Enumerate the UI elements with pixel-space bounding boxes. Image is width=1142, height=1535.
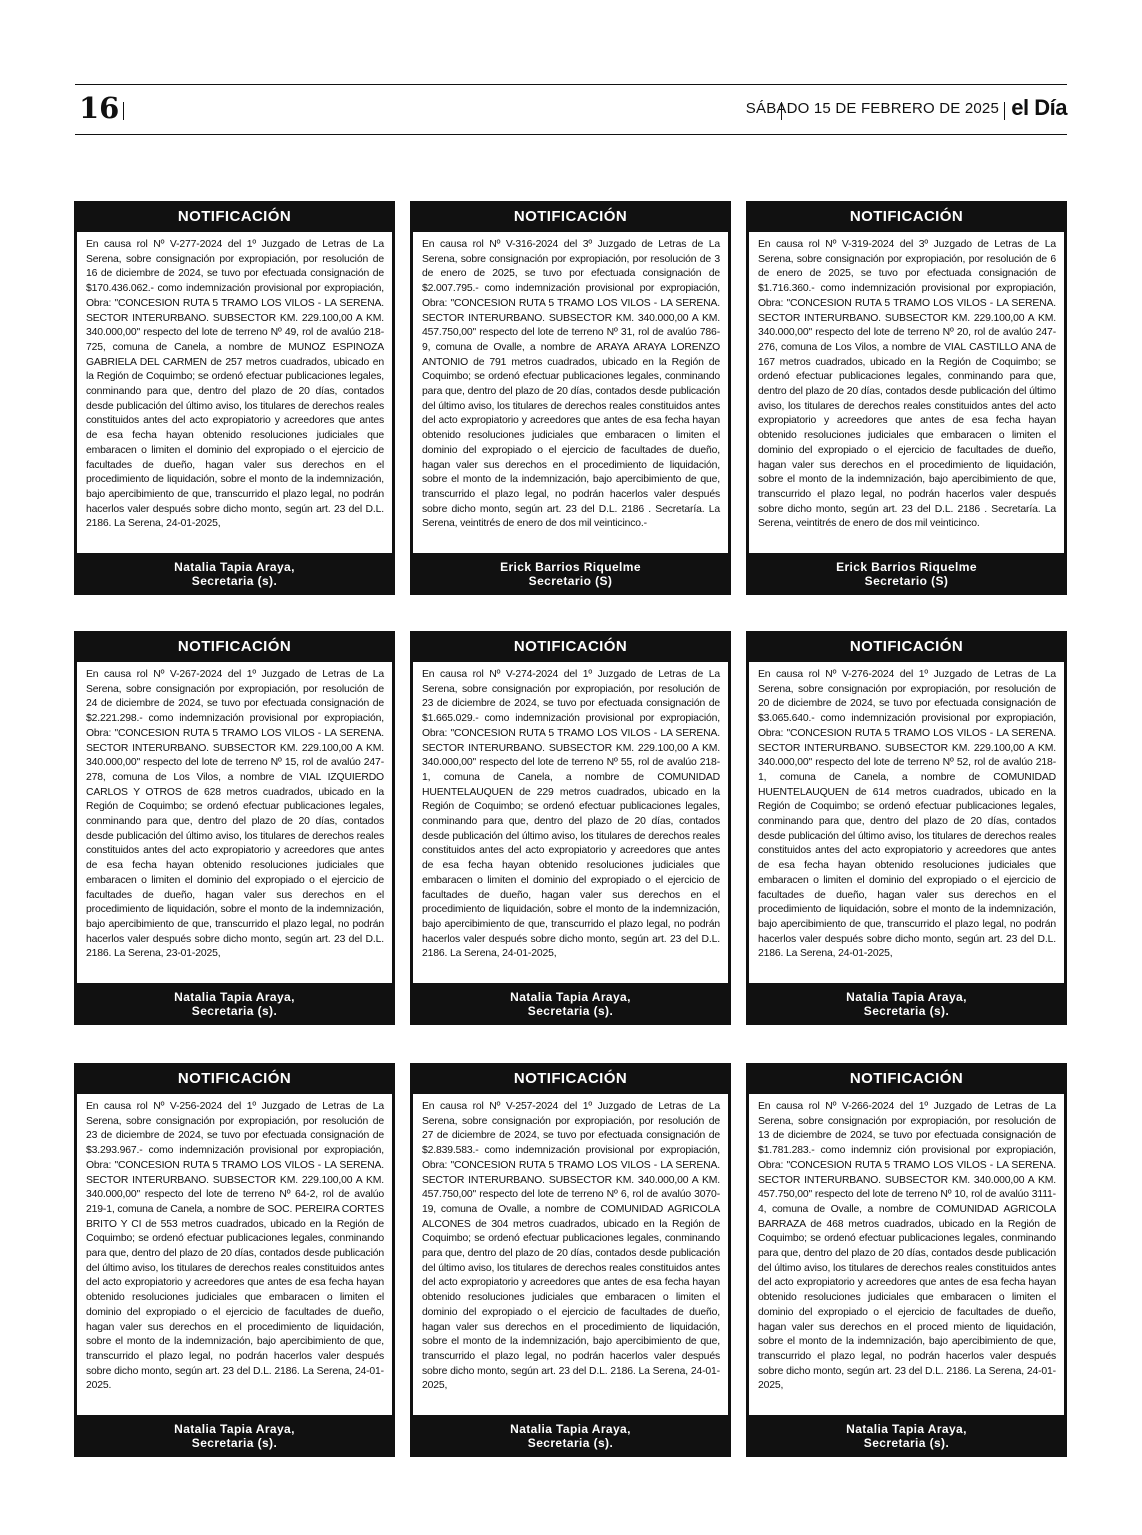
notice-title: NOTIFICACIÓN (513, 208, 628, 225)
notice-box (410, 1063, 731, 1457)
notice-signature (74, 553, 395, 595)
notice-body (77, 662, 392, 983)
notice-signature (410, 553, 731, 595)
notice-signature (746, 1415, 1067, 1457)
notice-signature (74, 983, 395, 1025)
signer-name: Natalia Tapia Araya, (174, 560, 295, 574)
notice-title: NOTIFICACIÓN (849, 208, 964, 225)
notice-text: En causa rol Nº V-274-2024 del 1º Juzgado de Letras de La Serena, sobre consignación por expropiación, por resolución de 23 de diciembre de 2024, se tuvo por efectuada consignación de $1.665.029.- como indemnización provisional por expropiación, Obra: "CONCESION RUTA 5 TRAMO LOS VILOS - LA SERENA. SECTOR INTERURBANO. SUBSECTOR KM. 229.100,00 A KM. 340.000,00" respecto del lote de terreno Nº 55, rol de avalúo 218-1, comuna de Canela, a nombre de COMUNIDAD HUENTELAUQUEN de 229 metros cuadrados, ubicado en la Región de Coquimbo; se ordenó efectuar publicaciones legales, conminando para que, dentro del plazo de 20 días, contados desde publicación del último aviso, los titulares de derechos reales constituidos antes del acto expropiatorio y acreedores que antes de esa fecha hayan obtenido resoluciones judiciales que embaracen o limiten el dominio del expropiado o el ejercicio de facultades de dueño, hagan valer sus derechos en el procedimiento de liquidación, sobre el monto de la indemnización, bajo apercibimiento de que, transcurrido el plazo legal, no podrán hacerlos valer después sobre dicho monto, según art. 23 del D.L. 2186. La Serena, 24-01-2025, (422, 669, 720, 960)
header-divider (123, 102, 124, 120)
signer-name: Erick Barrios Riquelme (500, 560, 641, 574)
notice-title: NOTIFICACIÓN (177, 208, 292, 225)
notice-title: NOTIFICACIÓN (513, 1070, 628, 1087)
signer-role: Secretario (S) (528, 574, 613, 588)
header-date: SÁBADO 15 DE FEBRERO DE 2025 (745, 100, 999, 117)
notice-signature (410, 1415, 731, 1457)
notice-text: En causa rol Nº V-257-2024 del 1º Juzgado de Letras de La Serena, sobre consignación por expropiación, por resolución de 27 de diciembre de 2024, se tuvo por efectuada consignación de $2.839.583.- como indemnización provisional por expropiación, Obra: "CONCESION RUTA 5 TRAMO LOS VILOS - LA SERENA. SECTOR INTERURBANO. SUBSECTOR KM. 340.000,00 A KM. 457.750,00" respecto del lote de terreno Nº 6, rol de avalúo 3070-19, comuna de Ovalle, a nombre de COMUNIDAD AGRICOLA ALCONES de 304 metros cuadrados, ubicado en la Región de Coquimbo; se ordenó efectuar publicaciones legales, conminando para que, dentro del plazo de 20 días, contados desde publicación del último aviso, los titulares de derechos reales constituidos antes del acto expropiatorio y acreedores que antes de esa fecha hayan obtenido resoluciones judiciales que embaracen o limiten el dominio del expropiado o el ejercicio de facultades de dueño, hagan valer sus derechos en el procedimiento de liquidación, sobre el monto de la indemnización, bajo apercibimiento de que, transcurrido el plazo legal, no podrán hacerlos valer después sobre dicho monto, según art. 23 del D.L. 2186. La Serena, 24-01-2025, (422, 1101, 720, 1392)
signer-role: Secretaria (s). (863, 1436, 950, 1450)
signer-role: Secretaria (s). (191, 574, 278, 588)
signer-role: Secretaria (s). (191, 1436, 278, 1450)
signer-name: Natalia Tapia Araya, (510, 1422, 631, 1436)
signer-role: Secretario (S) (864, 574, 949, 588)
signer-name: Natalia Tapia Araya, (846, 990, 967, 1004)
notice-text: En causa rol Nº V-276-2024 del 1º Juzgado de Letras de La Serena, sobre consignación por expropiación, por resolución de 20 de diciembre de 2024, se tuvo por efectuada consignación de $3.065.640.- como indemnización provisional por expropiación, Obra: "CONCESION RUTA 5 TRAMO LOS VILOS - LA SERENA. SECTOR INTERURBANO. SUBSECTOR KM. 229.100,00 A KM. 340.000,00" respecto del lote de terreno Nº 52, rol de avalúo 218-1, comuna de Canela, a nombre de COMUNIDAD HUENTELAUQUEN de 614 metros cuadrados, ubicado en la Región de Coquimbo; se ordenó efectuar publicaciones legales, conminando para que, dentro del plazo de 20 días, contados desde publicación del último aviso, los titulares de derechos reales constituidos antes del acto expropiatorio y acreedores que antes de esa fecha hayan obtenido resoluciones judiciales que embaracen o limiten el dominio del expropiado o el ejercicio de facultades de dueño, hagan valer sus derechos en el procedimiento de liquidación, sobre el monto de la indemnización, bajo apercibimiento de que, transcurrido el plazo legal, no podrán hacerlos valer después sobre dicho monto, según art. 23 del D.L. 2186. La Serena, 24-01-2025, (758, 669, 1056, 960)
signer-name: Natalia Tapia Araya, (510, 990, 631, 1004)
notice-box (746, 201, 1067, 595)
signer-name: Natalia Tapia Araya, (174, 1422, 295, 1436)
notice-title: NOTIFICACIÓN (849, 638, 964, 655)
signer-role: Secretaria (s). (191, 1004, 278, 1018)
notice-text: En causa rol Nº V-277-2024 del 1º Juzgado de Letras de La Serena, sobre consignación por expropiación, por resolución de 16 de diciembre de 2024, se tuvo por efectuada consignación de $170.436.062.- como indemnización provisional por expropiación, Obra: "CONCESION RUTA 5 TRAMO LOS VILOS - LA SERENA. SECTOR INTERURBANO. SUBSECTOR KM. 229.100,00 A KM. 340.000,00" respecto del lote de terreno Nº 49, rol de avalúo 218-725, comuna de Canela, a nombre de MUNOZ ESPINOZA GABRIELA DEL CARMEN de 257 metros cuadrados, ubicado en la Región de Coquimbo; se ordenó efectuar publicaciones legales, conminando para que, dentro del plazo de 20 días, contados desde publicación del último aviso, los titulares de derechos reales constituidos antes del acto expropiatorio y acreedores que antes de esa fecha hayan obtenido resoluciones judiciales que embaracen o limiten el dominio del expropiado o el ejercicio de facultades de dueño, hagan valer sus derechos en el procedimiento de liquidación, sobre el monto de la indemnización, bajo apercibimiento de que, transcurrido el plazo legal, no podrán hacerlos valer después sobre dicho monto, según art. 23 del D.L. 2186. La Serena, 24-01-2025, (86, 239, 384, 530)
notice-title: NOTIFICACIÓN (177, 638, 292, 655)
notice-text: En causa rol Nº V-256-2024 del 1º Juzgado de Letras de La Serena, sobre consignación por expropiación, por resolución de 23 de diciembre de 2024, se tuvo por efectuada consignación de $3.293.967.- como indemnización provisional por expropiación, Obra: "CONCESION RUTA 5 TRAMO LOS VILOS - LA SERENA. SECTOR INTERURBANO. SUBSECTOR KM. 229.100,00 A KM. 340.000,00" respecto del lote de terreno Nº 64-2, rol de avalúo 219-1, comuna de Canela, a nombre de SOC. PEREIRA CORTES BRITO Y CI de 553 metros cuadrados, ubicado en la Región de Coquimbo; se ordenó efectuar publicaciones legales, conminando para que, dentro del plazo de 20 días, contados desde publicación del último aviso, los titulares de derechos reales constituidos antes del acto expropiatorio y acreedores que antes de esa fecha hayan obtenido resoluciones judiciales que embaracen o limiten el dominio del expropiado o el ejercicio de facultades de dueño, hagan valer sus derechos en el procedimiento de liquidación, sobre el monto de la indemnización, bajo apercibimiento de que, transcurrido el plazo legal, no podrán hacerlos valer después sobre dicho monto, según art. 23 del D.L. 2186. La Serena, 24-01-2025. (86, 1101, 384, 1392)
notice-title: NOTIFICACIÓN (849, 1070, 964, 1087)
notice-text: En causa rol Nº V-266-2024 del 1º Juzgado de Letras de La Serena, sobre consignación por expropiación, por resolución de 13 de diciembre de 2024, se tuvo por efectuada consignación de $1.781.283.- como indemniz ción provisional por expropiación, Obra: "CONCESION RUTA 5 TRAMO LOS VILOS - LA SERENA. SECTOR INTERURBANO. SUBSECTOR KM. 340.000,00 A KM. 457.750,00" respecto del lote de terreno Nº 10, rol de avalúo 3111-4, comuna de Ovalle, a nombre de COMUNIDAD AGRICOLA BARRAZA de 468 metros cuadrados, ubicado en la Región de Coquimbo; se ordenó efectuar publicaciones legales, conminando para que, dentro del plazo de 20 días, contados desde publicación del último aviso, los titulares de derechos reales constituidos antes del acto expropiatorio y acreedores que antes de esa fecha hayan obtenido resoluciones judiciales que embaracen o limiten el dominio del expropiado o el ejercicio de facultades de dueño, hagan valer sus derechos en el proced miento de liquidación, sobre el monto de la indemnización, bajo apercibimiento de que, transcurrido el plazo legal, no podrán hacerlos valer después sobre dicho monto, según art. 23 del D.L. 2186. La Serena, 24-01-2025, (758, 1101, 1056, 1392)
notice-box (410, 201, 731, 595)
signer-role: Secretaria (s). (527, 1004, 614, 1018)
notice-body (413, 662, 728, 983)
notice-text: En causa rol Nº V-319-2024 del 3º Juzgado de Letras de La Serena, sobre consignación por expropiación, por resolución de 6 de enero de 2025, se tuvo por efectuada consignación de $1.716.360.- como indemnización provisional por expropiación, Obra: "CONCESION RUTA 5 TRAMO LOS VILOS - LA SERENA. SECTOR INTERURBANO. SUBSECTOR KM. 229.100,00 A KM. 340.000,00" respecto del lote de terreno Nº 20, rol de avalúo 247-276, comuna de Los Vilos, a nombre de VIAL CASTILLO ANA de 167 metros cuadrados, ubicado en la Región de Coquimbo; se ordenó efectuar publicaciones legales, conminando para que, dentro del plazo de 20 días, contados desde publicación del último aviso, los titulares de derechos reales constituidos antes del acto expropiatorio y acreedores que antes de esa fecha hayan obtenido resoluciones judiciales que embaracen o limiten el dominio del expropiado o el ejercicio de facultades de dueño, hagan valer sus derechos en el procedimiento de liquidación, sobre el monto de la indemnización, bajo apercibimiento de que, transcurrido el plazo legal, no podrán hacerlos valer después sobre dicho monto, según art. 23 del D.L. 2186 . Secretaría. La Serena, veintitrés de enero de dos mil veinticinco. (758, 239, 1056, 530)
notice-body (749, 1094, 1064, 1415)
notice-signature (74, 1415, 395, 1457)
signer-name: Erick Barrios Riquelme (836, 560, 977, 574)
signer-name: Natalia Tapia Araya, (174, 990, 295, 1004)
notice-body (413, 232, 728, 553)
signer-name: Natalia Tapia Araya, (846, 1422, 967, 1436)
page-header (75, 84, 1067, 135)
notice-text: En causa rol Nº V-267-2024 del 1º Juzgado de Letras de La Serena, sobre consignación por expropiación, por resolución de 24 de diciembre de 2024, se tuvo por efectuada consignación de $2.221.298.- como indemnización provisional por expropiación, Obra: "CONCESION RUTA 5 TRAMO LOS VILOS - LA SERENA. SECTOR INTERURBANO. SUBSECTOR KM. 229.100,00 A KM. 340.000,00" respecto del lote de terreno Nº 15, rol de avalúo 247-278, comuna de Los Vilos, a nombre de VIAL IZQUIERDO CARLOS Y OTROS de 628 metros cuadrados, ubicado en la Región de Coquimbo; se ordenó efectuar publicaciones legales, conminando para que, dentro del plazo de 20 días, contados desde publicación del último aviso, los titulares de derechos reales constituidos antes del acto expropiatorio y acreedores que antes de esa fecha hayan obtenido resoluciones judiciales que embaracen o limiten el dominio del expropiado o el ejercicio de facultades de dueño, hagan valer sus derechos en el procedimiento de liquidación, sobre el monto de la indemnización, bajo apercibimiento de que, transcurrido el plazo legal, no podrán hacerlos valer después sobre dicho monto, según art. 23 del D.L. 2186. La Serena, 23-01-2025, (86, 669, 384, 960)
notice-text: En causa rol Nº V-316-2024 del 3º Juzgado de Letras de La Serena, sobre consignación por expropiación, por resolución de 3 de enero de 2025, se tuvo por efectuada consignación de $2.007.795.- como indemnización provisional por expropiación, Obra: "CONCESION RUTA 5 TRAMO LOS VILOS - LA SERENA. SECTOR INTERURBANO. SUBSECTOR KM. 340.000,00 A KM. 457.750,00" respecto del lote de terreno Nº 31, rol de avalúo 786-9, comuna de Ovalle, a nombre de ARAYA ARAYA LORENZO ANTONIO de 791 metros cuadrados, ubicado en la Región de Coquimbo; se ordenó efectuar publicaciones legales, conminando para que, dentro del plazo de 20 días, contados desde publicación del último aviso, los titulares de derechos reales constituidos antes del acto expropiatorio y acreedores que antes de esa fecha hayan obtenido resoluciones judiciales que embaracen o limiten el dominio del expropiado o el ejercicio de facultades de dueño, hagan valer sus derechos en el procedimiento de liquidación, sobre el monto de la indemnización, bajo apercibimiento de que, transcurrido el plazo legal, no podrán hacerlos valer después sobre dicho monto, según art. 23 del D.L. 2186 . Secretaría. La Serena, veintitrés de enero de dos mil veinticinco.- (422, 239, 720, 530)
signer-role: Secretaria (s). (863, 1004, 950, 1018)
notice-title: NOTIFICACIÓN (513, 638, 628, 655)
notice-signature (746, 553, 1067, 595)
signer-role: Secretaria (s). (527, 1436, 614, 1450)
notice-body (77, 1094, 392, 1415)
notice-signature (410, 983, 731, 1025)
notice-box (74, 1063, 395, 1457)
notice-box (746, 631, 1067, 1025)
page-number: 16 (79, 91, 120, 125)
notice-box (74, 631, 395, 1025)
notice-body (413, 1094, 728, 1415)
notice-title: NOTIFICACIÓN (177, 1070, 292, 1087)
notice-box (74, 201, 395, 595)
notice-body (77, 232, 392, 553)
notice-body (749, 232, 1064, 553)
notice-body (749, 662, 1064, 983)
notice-box (746, 1063, 1067, 1457)
notice-box (410, 631, 731, 1025)
notice-signature (746, 983, 1067, 1025)
newspaper-logo: el Día (1011, 95, 1067, 120)
header-divider (1004, 102, 1005, 120)
